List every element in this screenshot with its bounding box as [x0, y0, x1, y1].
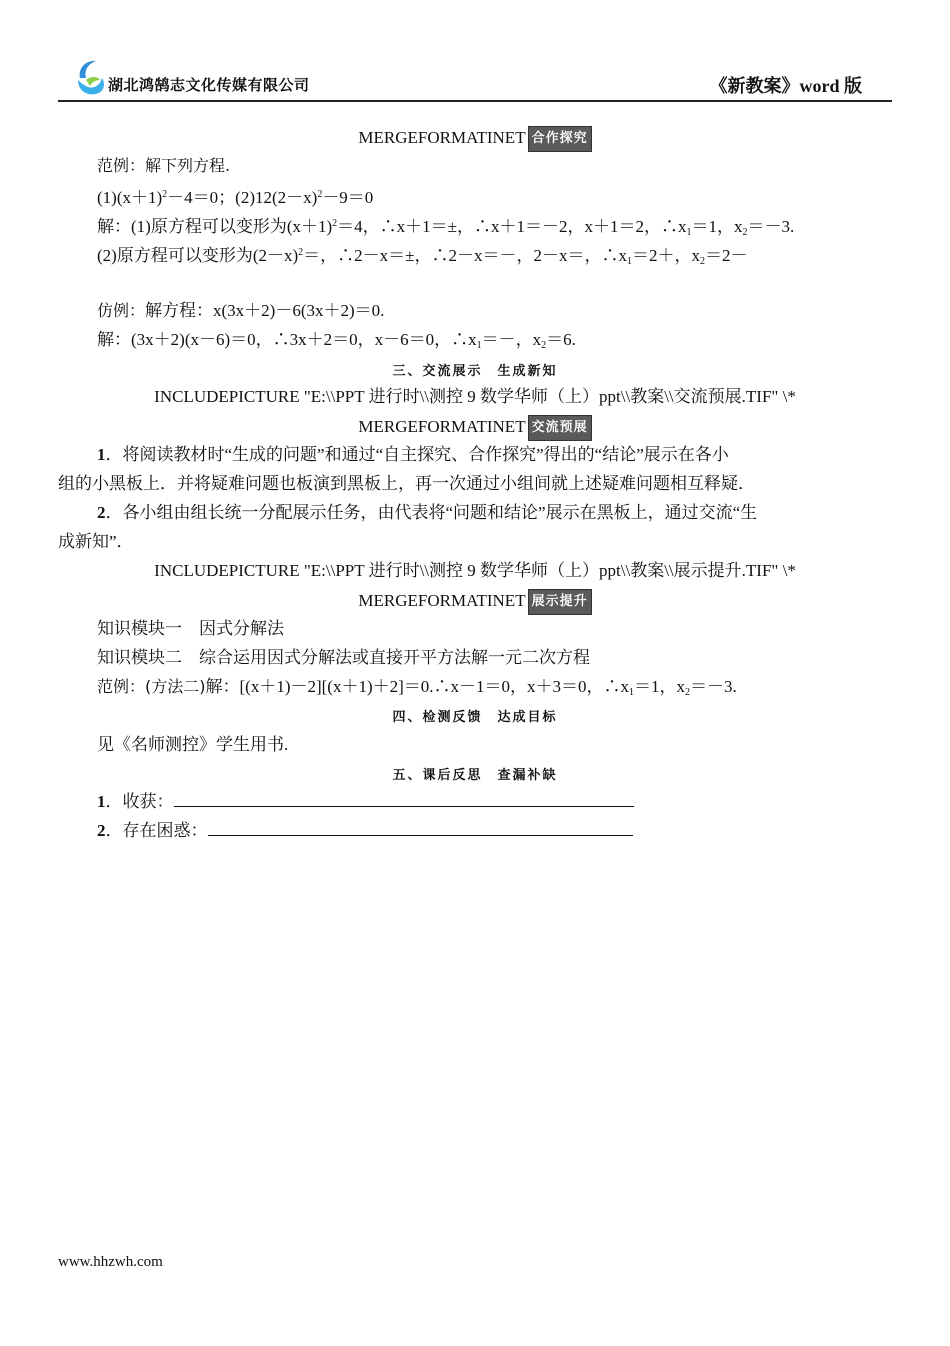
example-1-equations: $(1)(x+1)^2-4=0$；$(2)12(2-x)^2-9=0$: [97, 188, 374, 207]
page-header: [58, 58, 892, 102]
include-picture-1: INCLUDEPICTURE "E:\\PPT 进行时\\测控 9 数学华师（上）ppt\\教案\\交流预展.TIF" \*: [154, 387, 796, 406]
footer-url: www.hhzwh.com: [58, 1254, 163, 1270]
include-picture-2: INCLUDEPICTURE "E:\\PPT 进行时\\测控 9 数学华师（上）ppt\\教案\\展示提升.TIF" \*: [154, 561, 796, 580]
zhanshi-tisheng-badge: 展示提升: [528, 589, 592, 615]
merge-field-line-1: MERGEFORMATINET 合作探究: [0, 126, 950, 152]
see-book-line: 见《名师测控》学生用书.: [97, 735, 289, 754]
paragraph-1-line-2: 组的小黑板上．并将疑难问题也板演到黑板上，再一次通过小组间就上述疑难问题相互释疑．: [58, 474, 755, 493]
company-name: 湖北鸿鹄志文化传媒有限公司: [108, 76, 310, 94]
hezuo-tanjiu-badge: 合作探究: [528, 126, 592, 152]
example-1-heading: 范例：解下列方程.: [97, 156, 231, 175]
example-1-solution-2: (2)原方程可以变形为$(2-x)^2=$，∴2－x＝±，∴2－x＝－，2－x＝，$\therefore x_1=2+$，$x_2=2-$: [97, 246, 748, 267]
knowledge-module-2: 知识模块二 综合运用因式分解法或直接开平方法解一元二次方程: [97, 648, 590, 667]
imitation-example-solution: 解：(3x＋2)(x－6)＝0，∴3x＋2＝0，x－6＝0，$\therefore x_1=-$，$x_2=6$.: [97, 330, 576, 351]
paragraph-2-line-1: 2．各小组由组长统一分配展示任务，由代表将“问题和结论”展示在黑板上，通过交流“生: [97, 503, 758, 522]
imitation-example-heading: 仿例：解方程：x(3x＋2)－6(3x＋2)＝0.: [97, 301, 385, 320]
confusion-blank[interactable]: [208, 821, 633, 836]
section-3-title: 三、交流展示 生成新知: [392, 364, 558, 379]
edition-label: 《新教案》word 版: [709, 76, 862, 96]
company-logo-icon: [72, 58, 108, 96]
knowledge-module-1: 知识模块一 因式分解法: [97, 619, 284, 638]
jiaoliu-yuzhan-badge: 交流预展: [528, 415, 592, 441]
paragraph-1-line-1: 1．将阅读教材时“生成的问题”和通过“自主探究、合作探究”得出的“结论”展示在各小: [97, 445, 729, 464]
section-5-title: 五、课后反思 查漏补缺: [392, 768, 558, 783]
merge-field-line-2: MERGEFORMATINET 交流预展: [0, 415, 950, 441]
merge-field-line-3: MERGEFORMATINET 展示提升: [0, 589, 950, 615]
harvest-blank[interactable]: [174, 792, 634, 807]
harvest-line: 1．收获：: [97, 791, 634, 813]
example-2-solution: 范例：(方法二)解：[(x＋1)－2][(x＋1)＋2]＝0.∴x－1＝0，x＋3＝0，$\therefore x_1=1$，$x_2=-3$.: [97, 677, 737, 698]
confusion-line: 2．存在困惑：: [97, 820, 633, 842]
section-4-title: 四、检测反馈 达成目标: [392, 710, 558, 725]
example-1-solution-1: 解：(1)原方程可以变形为$(x+1)^2=4$，∴x＋1＝±，∴x＋1＝－2，x＋1＝2，$\therefore x_1=1$，$x_2=-3$.: [97, 217, 795, 238]
paragraph-2-line-2: 成新知”．: [58, 532, 134, 551]
